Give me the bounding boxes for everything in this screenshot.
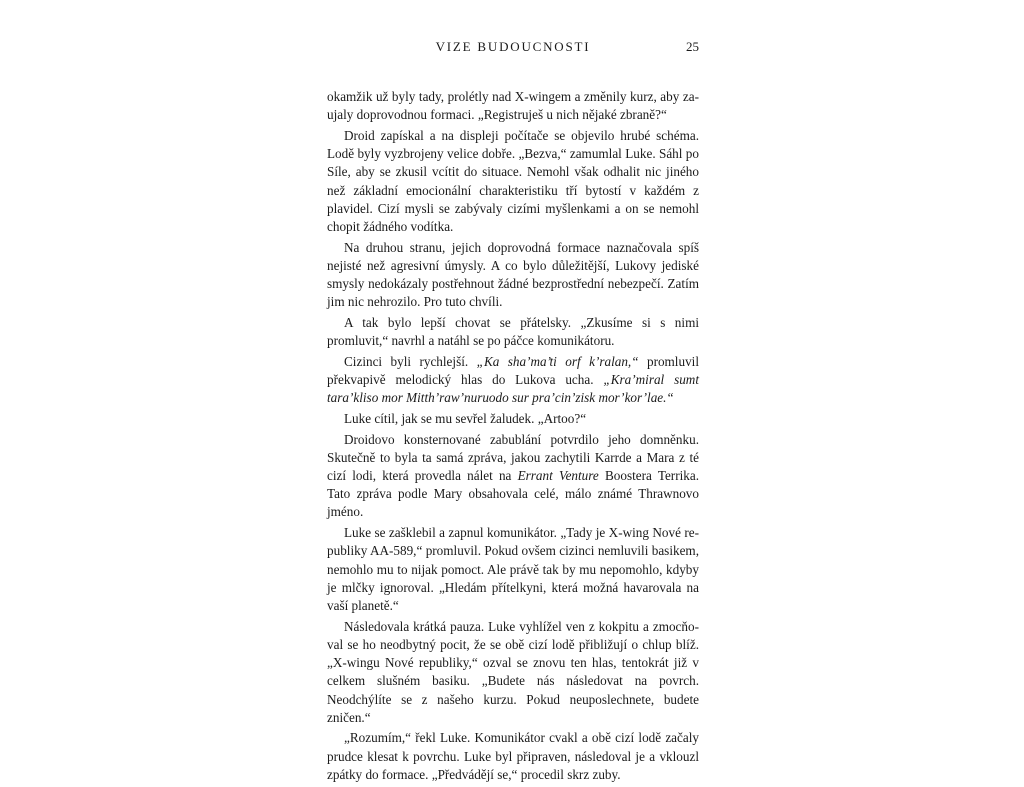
text-run: promluvil překvapivě melodický hlas do Lukova ucha. (327, 353, 699, 388)
text-run: Boostera Terrika. Tato zpráva podle Mary obsahovala celé, málo známé Thrawnovo jméno. (327, 468, 699, 520)
text-run: Luke cítil, jak se mu sevřel žaludek. „Artoo?“ (344, 410, 587, 426)
text-run: Droid zapískal a na displeji počítače se objevilo hrubé schéma. Lodě byly vyzbrojeny velice dobře. „Bezva,“ zamumlal Luke. Sáhl po Síle, aby se zkusil vcítit do situace. Nemohl však odhalit nic jiného než základní emocionální charakteristiku tří bytostí v každém z plavidel. Cizí mysli se zabývaly cizími myšlenkami a on se nemohl chopit žádného vodítka. (327, 127, 699, 234)
paragraph (327, 729, 699, 784)
paragraph (327, 314, 699, 350)
paragraph (327, 88, 699, 124)
paragraph (327, 239, 699, 312)
running-head (327, 39, 699, 57)
italic-text: Errant Venture (517, 468, 599, 484)
paragraph (327, 353, 699, 408)
text-run: Cizinci byli rychlejší. (344, 353, 477, 369)
text-run: A tak bylo lepší chovat se přátelsky. „Zkusíme si s nimi promluvit,“ navrhl a natáhl se po páčce komunikátoru. (327, 314, 699, 349)
text-run: okamžik už byly tady, prolétly nad X-wingem a změnily kurz, aby zaujaly doprovodnou formaci. „Registruješ u nich nějaké zbraně?“ (327, 89, 699, 123)
text-run: Následovala krátká pauza. Luke vyhlížel ven z kokpitu a zmocňoval se ho neodbytný pocit, že se obě cizí lodě přibližují o chlup blíž. „X-wingu Nové republiky,“ ozval se znovu ten hlas, tentokrát již v celkem slušném basiku. „Budete nás následovat na povrch. Neodchýlíte se z našeho kurzu. Pokud neuposlechnete, budete zničen.“ (327, 618, 699, 725)
paragraph (327, 431, 699, 522)
body-text (327, 88, 699, 787)
text-run: Na druhou stranu, jejich doprovodná formace naznačovala spíš nejisté než agresivní úmysly. A co bylo důležitější, Lukovy jediské smysly nedokázaly postřehnout žádné bezprostřední nebezpečí. Zatím jim nic nehrozilo. Pro tuto chvíli. (327, 239, 699, 310)
page-number: 25 (686, 39, 699, 54)
italic-text: „Kra’miral sumt tara’kliso mor Mitth’raw’nuruodo sur pra’cin’zisk mor’kor’lae.“ (327, 372, 699, 406)
text-run: Luke se zašklebil a zapnul komunikátor. „Tady je X-wing Nové republiky AA-589,“ promluvil. Pokud ovšem cizinci nemluvili basikem, nemohlo mu to nijak pomoct. Ale právě tak by mu nepomohlo, kdyby je mlčky ignoroval. „Hledám přítelkyni, která možná havarovala na vaší planetě.“ (327, 525, 699, 613)
text-run: „Rozumím,“ řekl Luke. Komunikátor cvakl a obě cizí lodě začaly prudce klesat k povrchu. Luke byl připraven, následoval je a vklouzl zpátky do formace. „Předvádějí se,“ procedil skrz zuby. (327, 730, 699, 782)
italic-text: „Ka sha’ma’ti orf k’ralan,“ (476, 353, 639, 369)
chapter-title: VIZE BUDOUCNOSTI (435, 39, 591, 54)
paragraph (327, 127, 699, 236)
paragraph (327, 410, 699, 428)
paragraph (327, 618, 699, 727)
paragraph (327, 524, 699, 615)
text-run: Droidovo konsternované zabublání potvrdilo jeho domněnku. Skutečně to byla ta samá zpráva, jakou zachytili Karrde a Mara z té cizí lodi, která provedla nálet na (327, 431, 699, 484)
